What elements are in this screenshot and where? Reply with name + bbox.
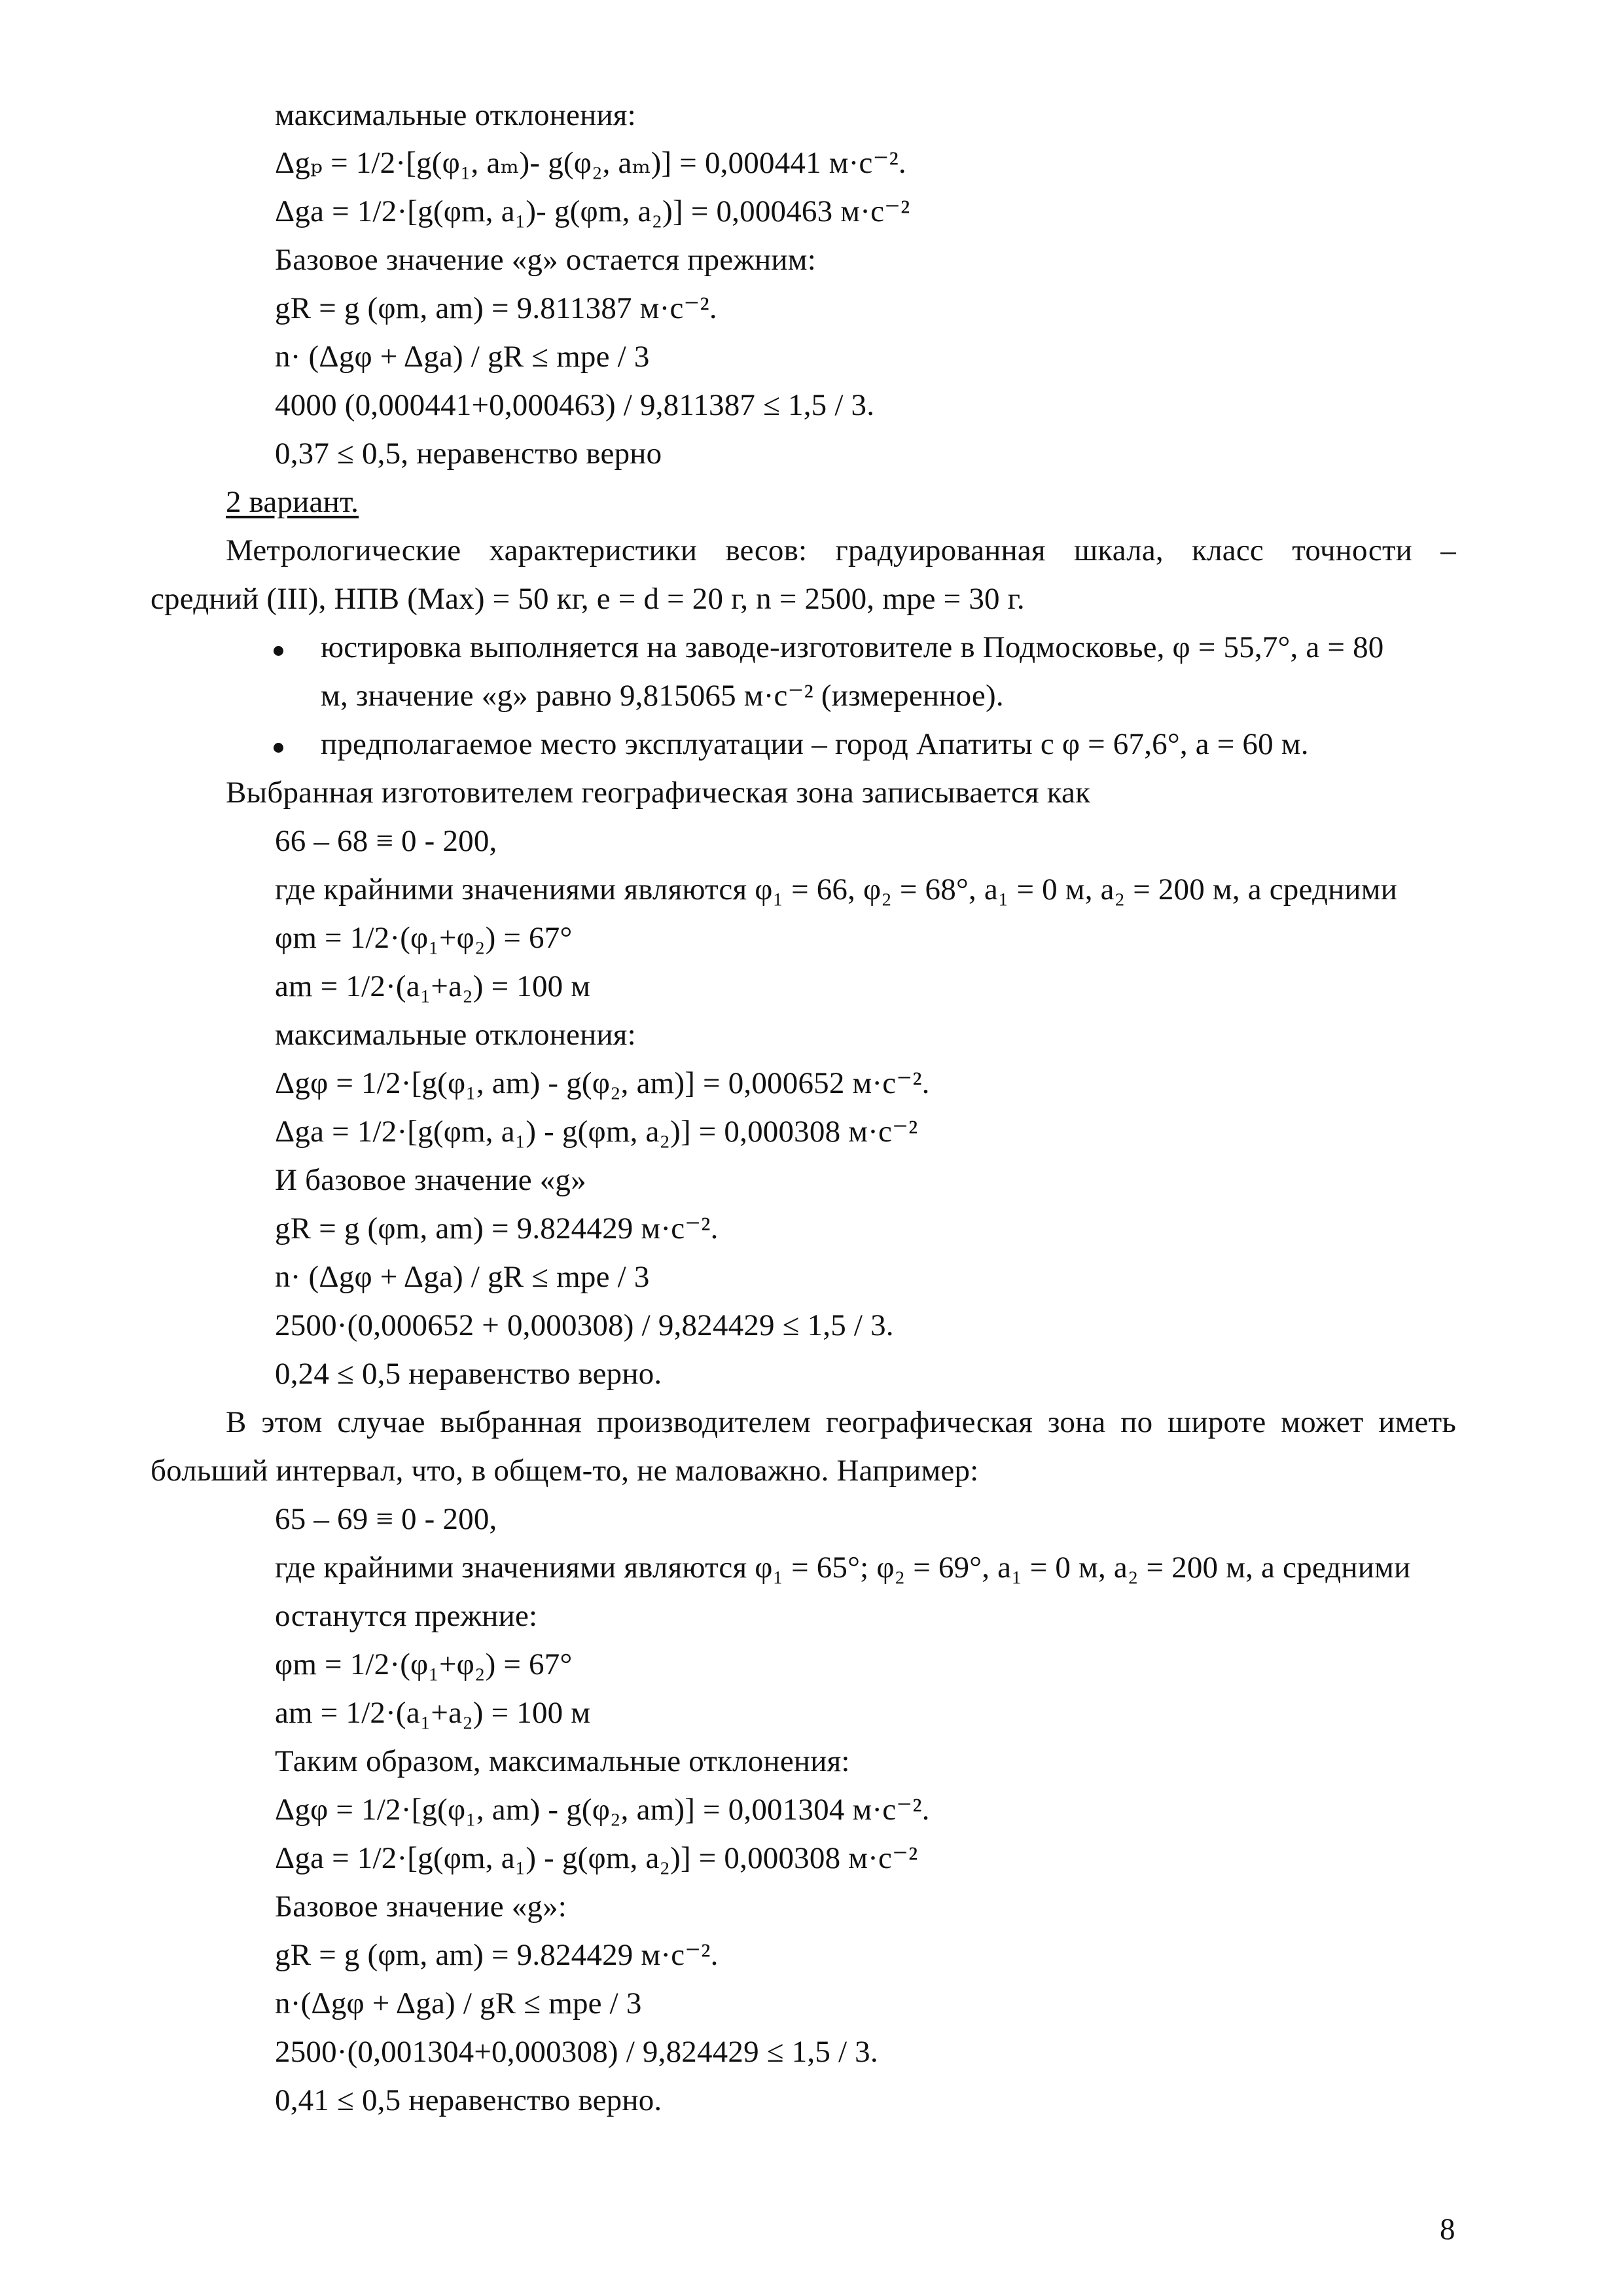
text-line: максимальные отклонения:	[275, 98, 636, 132]
formula-line: 2500·(0,000652 + 0,000308) / 9,824429 ≤ 1,5 / 3.	[275, 1308, 894, 1342]
formula-line: Δga = 1/2·[g(φm, a₁) - g(φm, a₂)] = 0,000308 м·с⁻²	[275, 1841, 918, 1875]
list-item-continuation: м, значение «g» равно 9,815065 м·с⁻² (измеренное).	[321, 679, 1004, 713]
formula-line: φm = 1/2·(φ₁+φ₂) = 67°	[275, 921, 573, 955]
formula-line: n·(Δgφ + Δga) / gR ≤ mpe / 3	[275, 1986, 642, 2020]
formula-line: φm = 1/2·(φ₁+φ₂) = 67°	[275, 1647, 573, 1681]
result-line: 0,37 ≤ 0,5, неравенство верно	[275, 437, 662, 471]
formula-line: 65 – 69 ≡ 0 - 200,	[275, 1502, 497, 1536]
result-line: 0,24 ≤ 0,5 неравенство верно.	[275, 1357, 662, 1391]
bullet-icon	[274, 646, 283, 656]
formula-line: Δgₚ = 1/2·[g(φ₁, aₘ)- g(φ₂, aₘ)] = 0,000441 м·с⁻².	[275, 146, 906, 180]
formula-line: am = 1/2·(a₁+a₂) = 100 м	[275, 1696, 591, 1730]
formula-line: Δga = 1/2·[g(φm, a₁) - g(φm, a₂)] = 0,000308 м·с⁻²	[275, 1115, 918, 1149]
formula-line: gR = g (φm, am) = 9.824429 м·с⁻².	[275, 1211, 719, 1246]
paragraph-line: больший интервал, что, в общем-то, не маловажно. Например:	[151, 1454, 979, 1488]
bullet-icon	[274, 743, 283, 753]
formula-line: Δga = 1/2·[g(φm, a₁)- g(φm, a₂)] = 0,000463 м·с⁻²	[275, 194, 910, 228]
text-line: Базовое значение «g» остается прежним:	[275, 243, 816, 277]
section-heading: 2 вариант.	[226, 485, 359, 519]
paragraph-line: Метрологические характеристики весов: градуированная шкала, класс точности –	[226, 533, 1456, 567]
paragraph-line: В этом случае выбранная производителем географическая зона по широте может иметь	[226, 1405, 1456, 1439]
result-line: 0,41 ≤ 0,5 неравенство верно.	[275, 2083, 662, 2117]
text-line: где крайними значениями являются φ₁ = 65°; φ₂ = 69°, a₁ = 0 м, a₂ = 200 м, а средними	[275, 1551, 1411, 1585]
formula-line: 66 – 68 ≡ 0 - 200,	[275, 824, 497, 858]
text-line: Базовое значение «g»:	[275, 1890, 567, 1924]
formula-line: Δgφ = 1/2·[g(φ₁, am) - g(φ₂, am)] = 0,001304 м·с⁻².	[275, 1793, 930, 1827]
formula-line: 4000 (0,000441+0,000463) / 9,811387 ≤ 1,5 / 3.	[275, 388, 875, 422]
paragraph-line: Выбранная изготовителем географическая зона записывается как	[226, 776, 1091, 810]
formula-line: am = 1/2·(a₁+a₂) = 100 м	[275, 969, 591, 1003]
text-line: Таким образом, максимальные отклонения:	[275, 1744, 850, 1778]
paragraph-line: средний (III), НПВ (Max) = 50 кг, e = d = 20 г, n = 2500, mpe = 30 г.	[151, 582, 1025, 616]
text-line: где крайними значениями являются φ₁ = 66, φ₂ = 68°, a₁ = 0 м, a₂ = 200 м, а средними	[275, 872, 1398, 906]
formula-line: n· (Δgφ + Δga) / gR ≤ mpe / 3	[275, 1260, 650, 1294]
page-number: 8	[1440, 2212, 1455, 2246]
list-item: предполагаемое место эксплуатации – город Апатиты с φ = 67,6°, a = 60 м.	[321, 727, 1309, 761]
formula-line: gR = g (φm, am) = 9.811387 м·с⁻².	[275, 291, 717, 325]
formula-line: 2500·(0,001304+0,000308) / 9,824429 ≤ 1,5 / 3.	[275, 2035, 878, 2069]
text-line: останутся прежние:	[275, 1599, 538, 1633]
formula-line: n· (Δgφ + Δga) / gR ≤ mpe / 3	[275, 340, 650, 374]
text-line: максимальные отклонения:	[275, 1018, 636, 1052]
formula-line: gR = g (φm, am) = 9.824429 м·с⁻².	[275, 1938, 719, 1972]
formula-line: Δgφ = 1/2·[g(φ₁, am) - g(φ₂, am)] = 0,000652 м·с⁻².	[275, 1066, 930, 1100]
text-line: И базовое значение «g»	[275, 1163, 586, 1197]
list-item: юстировка выполняется на заводе-изготовителе в Подмосковье, φ = 55,7°, a = 80	[321, 630, 1384, 664]
